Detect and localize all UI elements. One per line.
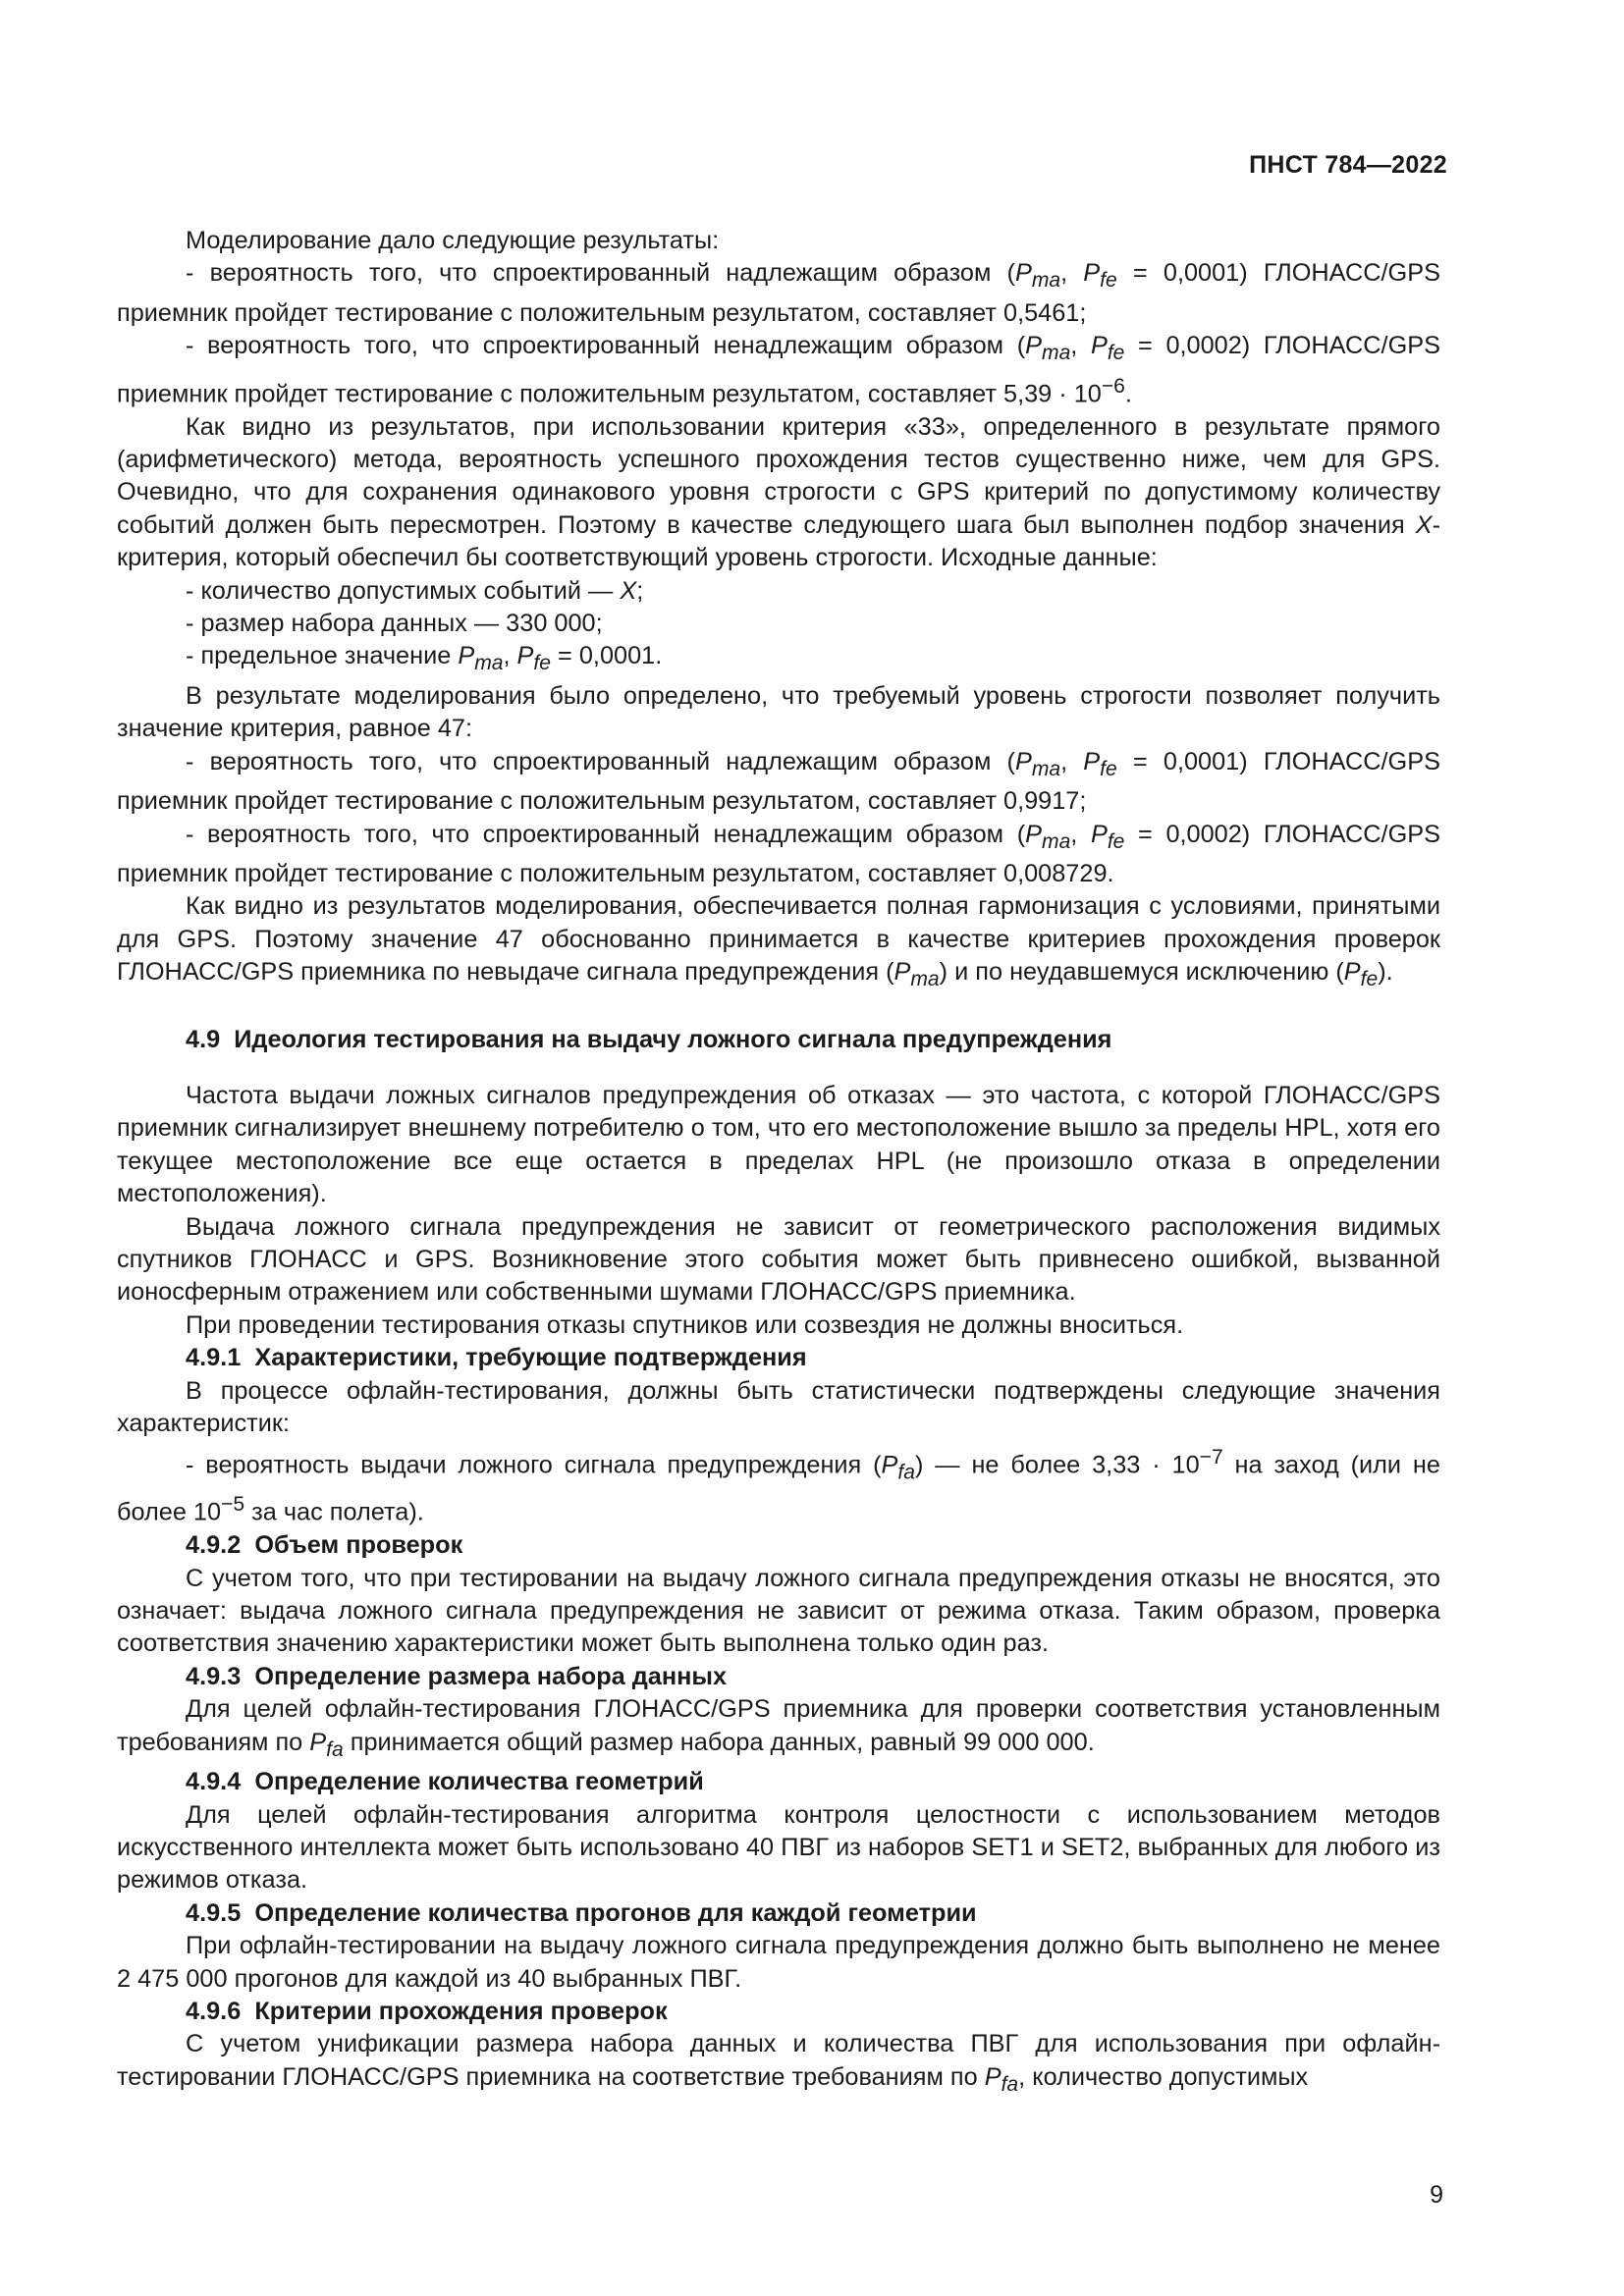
paragraph: - вероятность того, что спроектированный ненадлежащим образом ($P_{ma}$, $P_{fe} = 0,0002$) ГЛОНАСС/GPS приемник пройдет тестирование с положительным результатом, составляет 0,008729. <box>117 820 1440 887</box>
paragraph: Частота выдачи ложных сигналов предупреждения об отказах — это частота, с которой ГЛОНАСС/GPS приемник сигнализирует внешнему потребителю о том, что его местоположение вышло за пределы HPL, хотя его текущее местоположение все еще остается в пределах HPL (не произошло отказа в определении местоположения). <box>117 1082 1440 1208</box>
section-heading: 4.9 Идеология тестирования на выдачу ложного сигнала предупреждения <box>186 1025 1112 1053</box>
section-heading: 4.9.3 Определение размера набора данных <box>186 1662 728 1690</box>
paragraph: Моделирование дало следующие результаты: <box>186 227 720 254</box>
paragraph: При офлайн-тестировании на выдачу ложного сигнала предупреждения должно быть выполнено не менее 2 475 000 прогонов для каждой из 40 выбранных ПВГ. <box>117 1932 1440 1993</box>
paragraph: - количество допустимых событий — X; <box>186 576 644 605</box>
paragraph: С учетом того, что при тестировании на выдачу ложного сигнала предупреждения отказы не вносятся, это означает: выдача ложного сигнала предупреждения не зависит от режима отказа. Таким образом, проверка соответствия значению характеристики может быть выполнена только один раз. <box>117 1564 1440 1658</box>
document-body <box>117 225 1440 2101</box>
paragraph: Для целей офлайн-тестирования алгоритма контроля целостности с использованием методов искусственного интеллекта может быть использовано 40 ПВГ из наборов SET1 и SET2, выбранных для любого из режимов отказа. <box>117 1800 1440 1895</box>
section-heading: 4.9.4 Определение количества геометрий <box>186 1768 704 1796</box>
paragraph: При проведении тестирования отказы спутников или созвездия не должны вноситься. <box>186 1310 1184 1339</box>
paragraph: - вероятность выдачи ложного сигнала предупреждения $(P_{fa})$ — не более $3,33 \cdot 10^{-7}$ на заход (или не более $10^{-5}$ за час полета). <box>117 1445 1440 1526</box>
paragraph: - вероятность того, что спроектированный надлежащим образом ($P_{ma}$, $P_{fe} = 0,0001$) ГЛОНАСС/GPS приемник пройдет тестирование с положительным результатом, составляет 0,9917; <box>117 747 1440 816</box>
document-code: ПНСТ 784—2022 <box>1249 151 1447 179</box>
paragraph: - размер набора данных — 330 000; <box>186 609 603 637</box>
section-heading: 4.9.2 Объем проверок <box>186 1531 463 1560</box>
page-number: 9 <box>1430 2181 1443 2209</box>
paragraph: - вероятность того, что спроектированный ненадлежащим образом ($P_{ma}$, $P_{fe} = 0,0002$) ГЛОНАСС/GPS приемник пройдет тестирование с положительным результатом, составляет $5,39 \cdot 10^{-6}$. <box>117 332 1440 408</box>
paragraph: С учетом унификации размера набора данных и количества ПВГ для использования при офлайн-тестировании ГЛОНАСС/GPS приемника на соответствие требованиям по $P_{fa}$, количество допустимых <box>117 2030 1440 2096</box>
section-heading: 4.9.6 Критерии прохождения проверок <box>186 1997 668 2025</box>
section-heading: 4.9.5 Определение количества прогонов для каждой геометрии <box>186 1898 977 1927</box>
paragraph: Для целей офлайн-тестирования ГЛОНАСС/GPS приемника для проверки соответствия установленным требованиям по $P_{fa}$ принимается общий размер набора данных, равный 99 000 000. <box>117 1695 1440 1761</box>
paragraph: В процессе офлайн-тестирования, должны быть статистически подтверждены следующие значения характеристик: <box>117 1376 1440 1438</box>
section-heading: 4.9.1 Характеристики, требующие подтверждения <box>186 1344 807 1372</box>
paragraph: - предельное значение $P_{ma}$, $P_{fe} = 0,0001$. <box>186 642 663 675</box>
paragraph: - вероятность того, что спроектированный надлежащим образом ($P_{ma}$, $P_{fe} = 0,0001$) ГЛОНАСС/GPS приемник пройдет тестирование с положительным результатом, составляет 0,5461; <box>117 259 1440 327</box>
paragraph: Как видно из результатов моделирования, обеспечивается полная гармонизация с условиями, принятыми для GPS. Поэтому значение 47 обоснованно принимается в качестве критериев прохождения проверок ГЛОНАСС/GPS приемника по невыдаче сигнала предупреждения $(P_{ma})$ и по неудавшемуся исключению $(P_{fe})$. <box>117 892 1440 991</box>
paragraph: Как видно из результатов, при использовании критерия «33», определенного в результате прямого (арифметического) метода, вероятность успешного прохождения тестов существенно ниже, чем для GPS. Очевидно, что для сохранения одинакового уровня строгости с GPS критерий по допустимому количеству событий должен быть пересмотрен. Поэтому в качестве следующего шага был выполнен подбор значения X-критерия, который обеспечил бы соответствующий уровень строгости. Исходные данные: <box>117 412 1440 572</box>
paragraph: Выдача ложного сигнала предупреждения не зависит от геометрического расположения видимых спутников ГЛОНАСС и GPS. Возникновение этого события может быть привнесено ошибкой, вызванной ионосферным отражением или собственными шумами ГЛОНАСС/GPS приемника. <box>117 1212 1440 1307</box>
paragraph: В результате моделирования было определено, что требуемый уровень строгости позволяет получить значение критерия, равное 47: <box>117 681 1440 743</box>
